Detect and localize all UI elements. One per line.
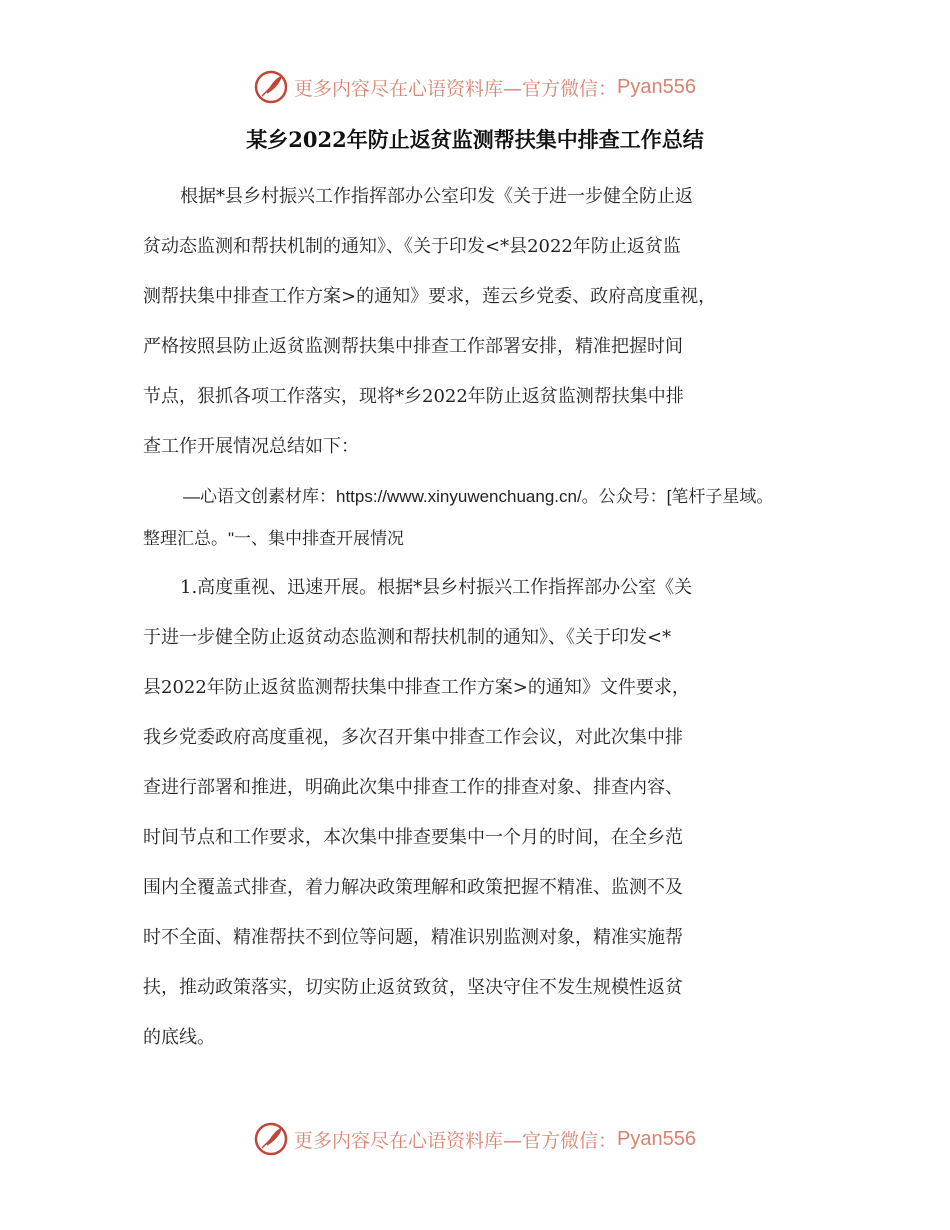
banner-text: 更多内容尽在心语资料库—官方微信： — [294, 77, 618, 100]
footer-banner — [0, 1122, 950, 1156]
text-line: 于进一步健全防止返贫动态监测和帮扶机制的通知》、《关于印发<* — [143, 627, 672, 648]
text-line: 查工作开展情况总结如下： — [143, 436, 359, 457]
text-line: 根据*县乡村振兴工作指挥部办公室印发《关于进一步健全防止返 — [180, 186, 693, 207]
section-heading-line: 整理汇总。"一、集中排查开展情况 — [143, 529, 405, 548]
text-line: 节点，狠抓各项工作落实，现将*乡2022年防止返贫监测帮扶集中排 — [143, 386, 684, 407]
text-line: 测帮扶集中排查工作方案>的通知》要求，莲云乡党委、政府高度重视， — [143, 286, 717, 307]
text-line: 时不全面、精准帮扶不到位等问题，精准识别监测对象，精准实施帮 — [143, 927, 683, 948]
text-line: 时间节点和工作要求，本次集中排查要集中一个月的时间，在全乡范 — [143, 827, 683, 848]
text-line: 查进行部署和推进，明确此次集中排查工作的排查对象、排查内容、 — [143, 777, 683, 798]
text-line: 县2022年防止返贫监测帮扶集中排查工作方案>的通知》文件要求， — [143, 677, 690, 698]
text-line: 贫动态监测和帮扶机制的通知》、《关于印发<*县2022年防止返贫监 — [143, 236, 681, 257]
text-line: 我乡党委政府高度重视，多次召开集中排查工作会议，对此次集中排 — [143, 727, 683, 748]
banner-wechat-id: Pyan556 — [617, 75, 696, 98]
document-title: 某乡2022年防止返贫监测帮扶集中排查工作总结 — [246, 127, 704, 152]
quill-logo-icon — [254, 70, 288, 104]
header-banner — [0, 70, 950, 104]
text-line: 1.高度重视、迅速开展。根据*县乡村振兴工作指挥部办公室《关 — [180, 577, 693, 598]
banner-wechat-id: Pyan556 — [617, 1127, 696, 1150]
source-note-line: —心语文创素材库：https://www.xinyuwenchuang.cn/。公众号：[笔杆子星域。 — [183, 487, 774, 506]
text-line: 严格按照县防止返贫监测帮扶集中排查工作部署安排，精准把握时间 — [143, 336, 683, 357]
text-line: 的底线。 — [143, 1027, 215, 1048]
quill-logo-icon — [254, 1122, 288, 1156]
banner-text: 更多内容尽在心语资料库—官方微信： — [294, 1129, 618, 1152]
text-line: 扶，推动政策落实，切实防止返贫致贫，坚决守住不发生规模性返贫 — [143, 977, 683, 998]
text-line: 围内全覆盖式排查，着力解决政策理解和政策把握不精准、监测不及 — [143, 877, 683, 898]
